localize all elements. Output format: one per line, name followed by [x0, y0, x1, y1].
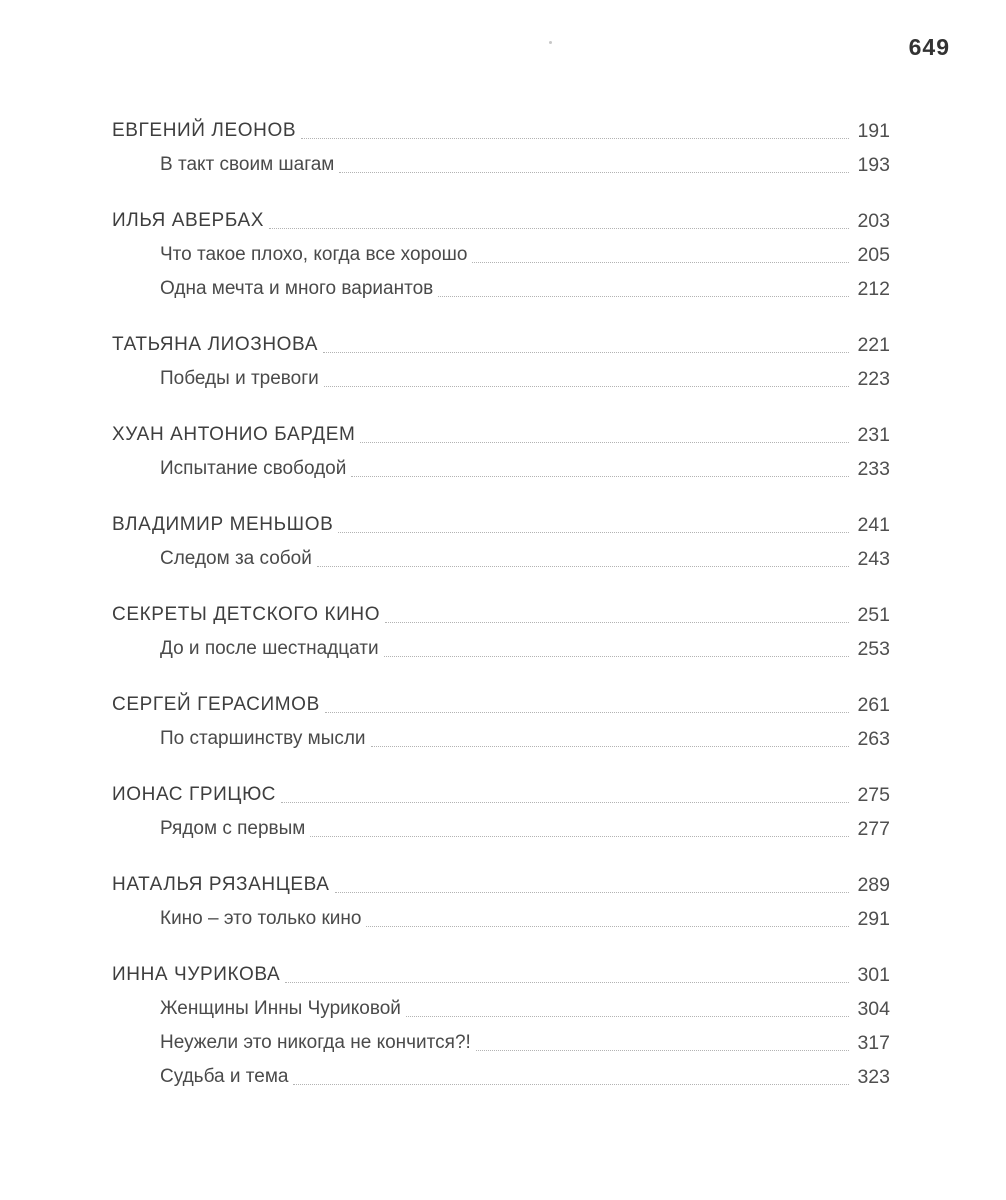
dotted-leader [269, 228, 849, 229]
toc-entry [112, 1026, 890, 1060]
toc-chapter [112, 418, 890, 452]
dotted-leader [476, 1050, 849, 1051]
toc-section [112, 204, 890, 306]
toc-entry-page-number: 317 [857, 1031, 890, 1054]
toc-entry-page-number: 277 [857, 817, 890, 840]
dotted-leader [323, 352, 849, 353]
toc-chapter-title: ИОНАС ГРИЦЮС [112, 784, 276, 805]
toc-entry-page-number: 323 [857, 1065, 890, 1088]
dotted-leader [281, 802, 849, 803]
toc-entry-title: Что такое плохо, когда все хорошо [160, 244, 468, 265]
toc-entry [112, 452, 890, 486]
dotted-leader [310, 836, 849, 837]
toc-entry-page-number: 253 [857, 637, 890, 660]
dotted-leader [351, 476, 849, 477]
toc-chapter [112, 328, 890, 362]
toc-entry-title: По старшинству мысли [160, 728, 366, 749]
toc-entry [112, 1060, 890, 1094]
toc-entry [112, 542, 890, 576]
toc-entry-title: Победы и тревоги [160, 368, 319, 389]
toc-chapter [112, 114, 890, 148]
dotted-leader [472, 262, 849, 263]
toc-entry [112, 238, 890, 272]
toc-chapter-page-number: 191 [857, 119, 890, 142]
dotted-leader [325, 712, 849, 713]
dotted-leader [384, 656, 849, 657]
toc-section [112, 688, 890, 756]
toc-chapter [112, 778, 890, 812]
toc-section [112, 418, 890, 486]
toc-entry [112, 722, 890, 756]
toc-entry-page-number: 223 [857, 367, 890, 390]
toc-chapter [112, 204, 890, 238]
toc-entry [112, 992, 890, 1026]
toc-entry-title: Неужели это никогда не кончится?! [160, 1032, 471, 1053]
toc-entry-title: Испытание свободой [160, 458, 347, 479]
toc-chapter-page-number: 301 [857, 963, 890, 986]
dotted-leader [335, 892, 849, 893]
scan-artifact-dot [549, 41, 552, 44]
toc-entry-title: Рядом с первым [160, 818, 306, 839]
toc-entry [112, 362, 890, 396]
dotted-leader [317, 566, 849, 567]
dotted-leader [339, 172, 849, 173]
toc-chapter-page-number: 251 [857, 603, 890, 626]
toc-chapter-page-number: 221 [857, 333, 890, 356]
toc-chapter-page-number: 241 [857, 513, 890, 536]
toc-entry-page-number: 193 [857, 153, 890, 176]
toc-entry-title: Женщины Инны Чуриковой [160, 998, 401, 1019]
toc-entry [112, 632, 890, 666]
dotted-leader [438, 296, 849, 297]
toc-chapter-title: ИЛЬЯ АВЕРБАХ [112, 210, 265, 231]
dotted-leader [371, 746, 849, 747]
toc-chapter [112, 868, 890, 902]
toc-chapter-page-number: 203 [857, 209, 890, 232]
toc-chapter-title: ТАТЬЯНА ЛИОЗНОВА [112, 334, 318, 355]
toc-entry [112, 902, 890, 936]
dotted-leader [385, 622, 849, 623]
toc-section [112, 508, 890, 576]
toc-section [112, 958, 890, 1094]
toc-entry-page-number: 233 [857, 457, 890, 480]
toc-entry [112, 148, 890, 182]
toc-entry-title: В такт своим шагам [160, 154, 335, 175]
toc-chapter-title: СЕКРЕТЫ ДЕТСКОГО КИНО [112, 604, 381, 625]
toc-chapter-title: ВЛАДИМИР МЕНЬШОВ [112, 514, 334, 535]
dotted-leader [338, 532, 849, 533]
toc-chapter-page-number: 289 [857, 873, 890, 896]
toc-chapter-title: ЕВГЕНИЙ ЛЕОНОВ [112, 120, 297, 141]
dotted-leader [360, 442, 849, 443]
toc-entry-page-number: 291 [857, 907, 890, 930]
table-of-contents [112, 114, 890, 1094]
toc-entry-title: До и после шестнадцати [160, 638, 379, 659]
toc-entry-page-number: 205 [857, 243, 890, 266]
toc-chapter-title: НАТАЛЬЯ РЯЗАНЦЕВА [112, 874, 330, 895]
toc-chapter-page-number: 261 [857, 693, 890, 716]
toc-chapter-page-number: 231 [857, 423, 890, 446]
toc-chapter-page-number: 275 [857, 783, 890, 806]
toc-entry [112, 272, 890, 306]
toc-section [112, 114, 890, 182]
dotted-leader [366, 926, 849, 927]
dotted-leader [293, 1084, 849, 1085]
toc-chapter-title: СЕРГЕЙ ГЕРАСИМОВ [112, 694, 320, 715]
toc-chapter-title: ИННА ЧУРИКОВА [112, 964, 281, 985]
toc-section [112, 868, 890, 936]
toc-section [112, 328, 890, 396]
toc-entry-title: Кино – это только кино [160, 908, 362, 929]
toc-entry-title: Одна мечта и много вариантов [160, 278, 434, 299]
toc-entry-page-number: 212 [857, 277, 890, 300]
folio-page-number: 649 [908, 34, 950, 60]
toc-chapter [112, 688, 890, 722]
toc-chapter [112, 958, 890, 992]
toc-entry-title: Судьба и тема [160, 1066, 289, 1087]
toc-section [112, 778, 890, 846]
toc-section [112, 598, 890, 666]
toc-chapter [112, 598, 890, 632]
toc-chapter-title: ХУАН АНТОНИО БАРДЕМ [112, 424, 356, 445]
toc-entry-page-number: 304 [857, 997, 890, 1020]
toc-entry-page-number: 263 [857, 727, 890, 750]
toc-entry-page-number: 243 [857, 547, 890, 570]
dotted-leader [324, 386, 849, 387]
dotted-leader [301, 138, 849, 139]
toc-entry [112, 812, 890, 846]
toc-entry-title: Следом за собой [160, 548, 312, 569]
toc-chapter [112, 508, 890, 542]
dotted-leader [285, 982, 849, 983]
dotted-leader [406, 1016, 849, 1017]
